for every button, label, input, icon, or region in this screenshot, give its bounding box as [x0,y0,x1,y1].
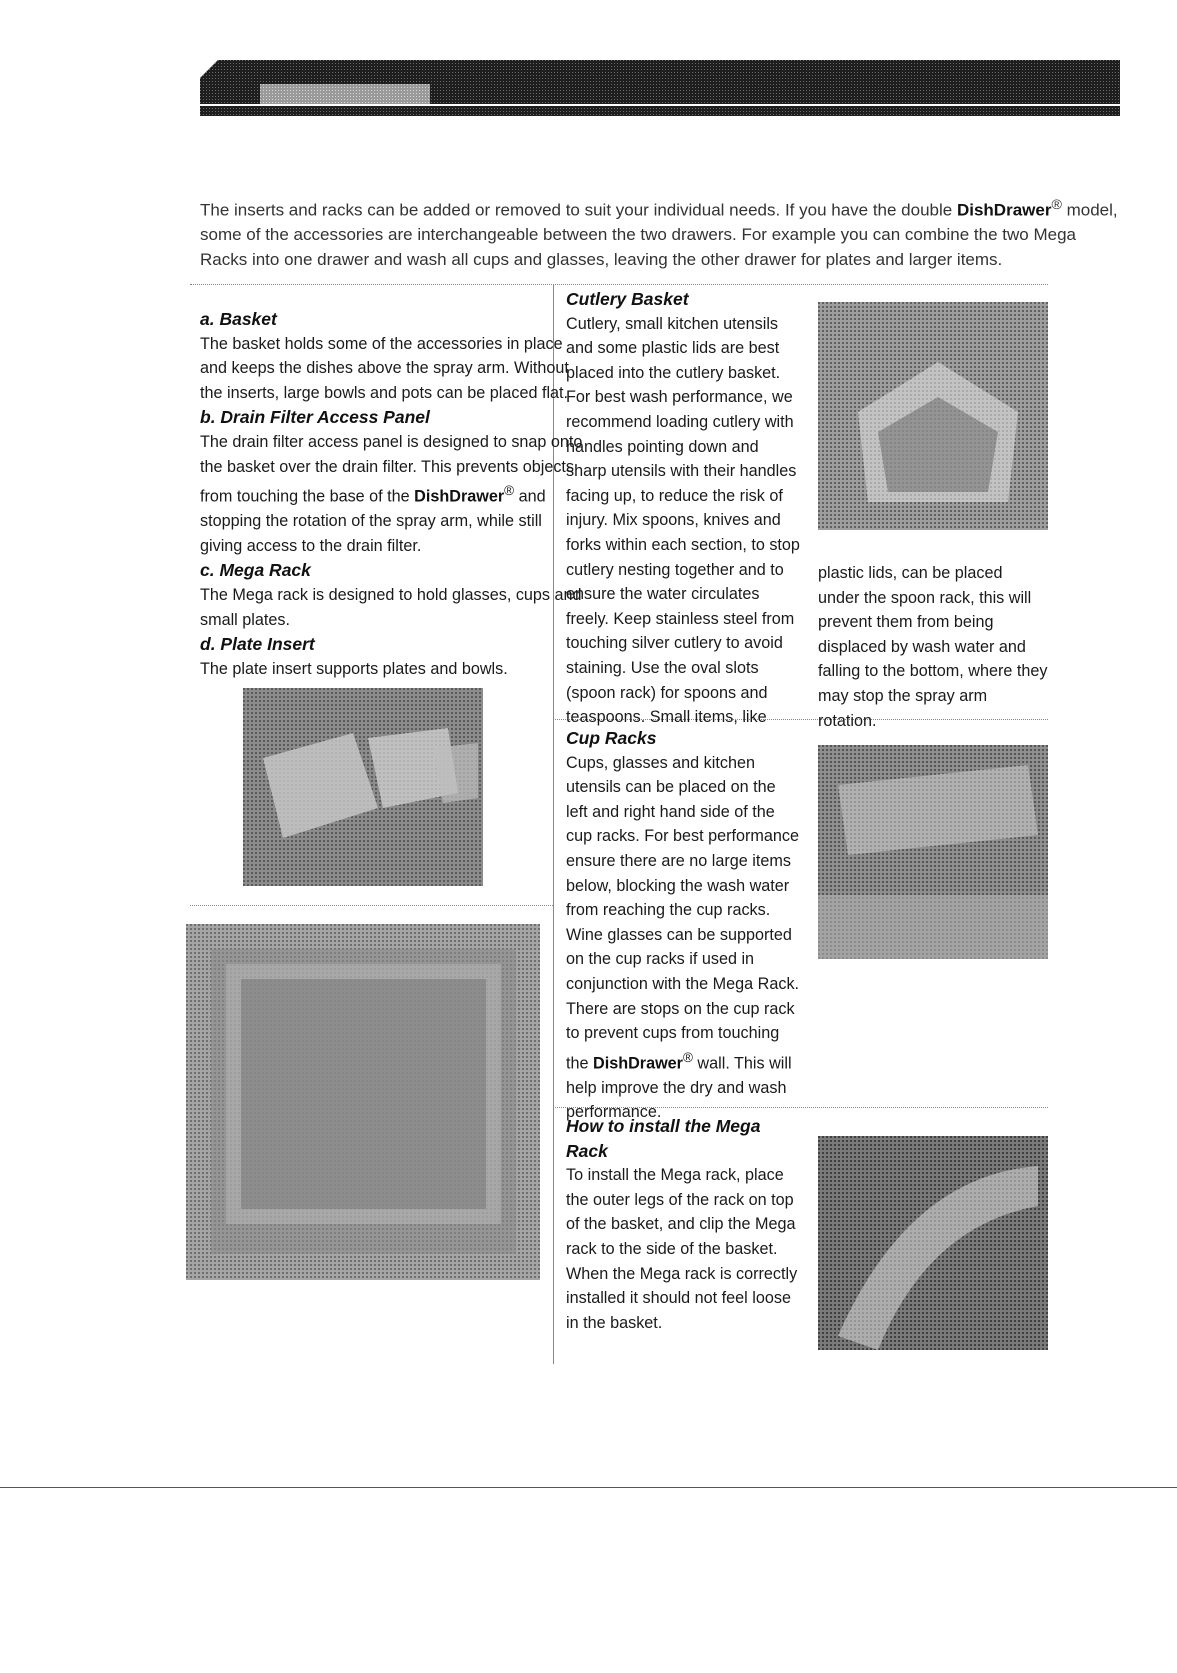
plate-insert-heading: d. Plate Insert [200,634,315,655]
cup-racks-photo [818,745,1048,959]
inserts-photo [243,688,483,886]
left-photo-divider [190,905,553,906]
cutlery-basket-text-continued: plastic lids, can be placed under the spoon rack, this will prevent them from being displaced by wash water and falling to the bottom, where they may stop the spray arm rotation. [818,564,1048,730]
basket-text: The basket holds some of the accessories in place and keeps the dishes above the spray arm. Without the inserts, large bowls and pots can be placed flat. [200,334,569,402]
page-footer-rule [0,1487,1177,1488]
section-header-banner [200,60,1120,124]
cutlery-basket-text: Cutlery, small kitchen utensils and some plastic lids are best placed into the cutlery basket. For best wash performance, we recommend loading cutlery with handles pointing down and sharp utensils with their handles facing up, to reduce the risk of injury. Mix spoons, knives and forks within each section, to stop cutlery nesting together and to ensure the water circulates freely. Keep stainless steel from touching silver cutlery to avoid staining. Use the oval slots (spoon rack) for spoons and teaspoons. Small items, like [566,314,800,727]
cutlery-basket-section [566,287,801,730]
brand-name: DishDrawer [956,200,1052,220]
accessories-list [200,307,585,681]
install-mega-rack-section [566,1114,806,1335]
cutlery-basket-heading: Cutlery Basket [566,289,689,309]
install-mega-rack-text: To install the Mega rack, place the outer legs of the rack on top of the basket, and clip the Mega rack to the side of the basket. When the Mega rack is correctly installed it should not feel loose in the basket. [566,1166,798,1332]
brand-name: DishDrawer [593,1054,683,1073]
section-divider [190,284,1048,285]
brand-name: DishDrawer [414,487,505,506]
install-photo [818,1136,1048,1350]
cup-racks-section [566,726,801,1125]
plate-insert-text: The plate insert supports plates and bowls. [200,659,508,678]
drain-filter-text: The drain filter access panel is designed to snap onto the basket over the drain filter. This prevents objects from touching the base of the DishDrawer® and stopping the rotation of the spray arm, while still giving access to the drain filter. [200,432,583,555]
install-mega-rack-heading: How to install the Mega Rack [566,1116,761,1161]
cup-racks-text: Cups, glasses and kitchen utensils can be placed on the left and right hand side of the cup racks. For best performance ensure there are no large items below, blocking the wash water from reaching the cup racks. Wine glasses can be supported on the cup racks if used in conjunction with the Mega Rack. There are stops on the cup rack to prevent cups from touching the DishDrawer® wall. This will help improve the dry and wash performance. [566,753,800,1122]
mega-rack-text: The Mega rack is designed to hold glasses, cups and small plates. [200,585,582,629]
basket-heading: a. Basket [200,309,277,329]
intro-paragraph: The inserts and racks can be added or removed to suit your individual needs. If you have the double DishDrawer® model, some of the accessories are interchangeable between the two drawers. For example you can combine the two Mega Racks into one drawer and wash all cups and glasses, leaving the other drawer for plates and larger items. [200,197,1118,269]
cup-racks-heading: Cup Racks [566,728,657,748]
dishdrawer-photo [186,924,540,1280]
drain-filter-heading: b. Drain Filter Access Panel [200,407,430,428]
cutlery-basket-photo [818,302,1048,530]
mega-rack-heading: c. Mega Rack [200,560,311,581]
